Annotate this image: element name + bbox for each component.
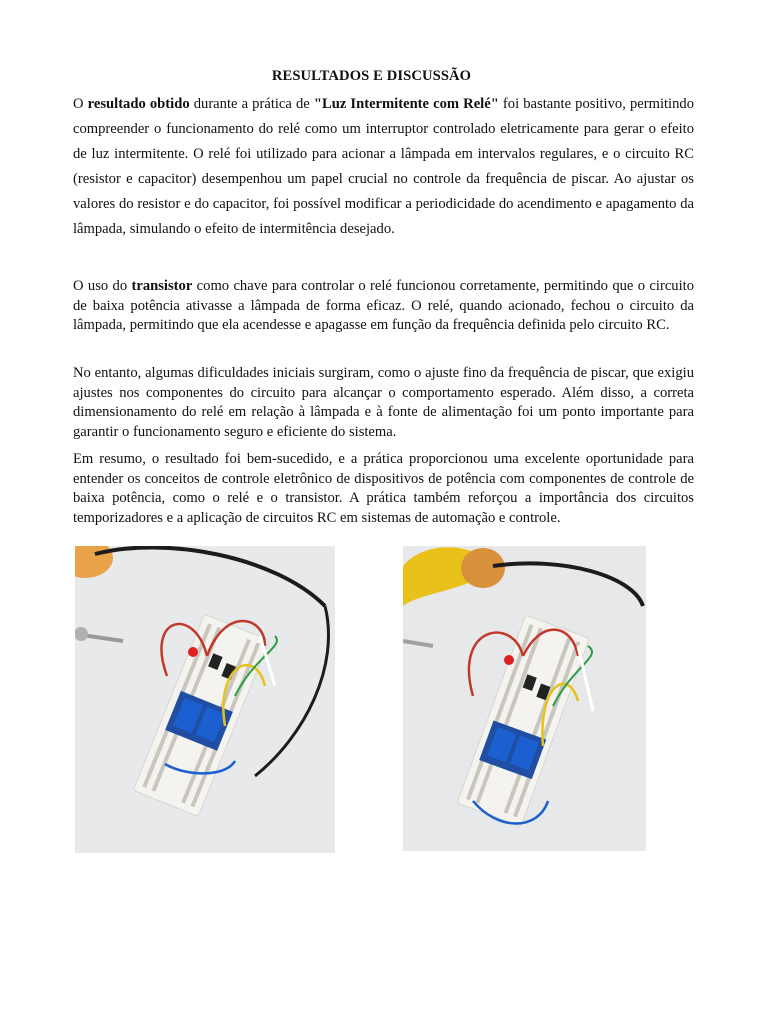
p2-seg-2: como chave para controlar o relé funcionou corretamente, permitindo que o circuito de baixa potência ativasse a lâmpada de forma eficaz. O relé, quando acionado, fechou o circuito da lâmpada, permitindo que ela acendesse e apagasse em função da frequência definida pelo circuito RC. (73, 278, 694, 334)
paragraph-3 (73, 364, 694, 442)
paragraph-1 (73, 92, 694, 242)
p1-bold-resultado: resultado obtido (87, 96, 190, 112)
circuit-photo-left (75, 546, 335, 853)
paragraph-2 (73, 277, 694, 336)
p1-seg-4: foi bastante positivo, permitindo compreender o funcionamento do relé como um interruptor controlado eletricamente para gerar o efeito de luz intermitente. O relé foi utilizado para acionar a lâmpada em intervalos regulares, e o circuito RC (resistor e capacitor) desempenhou um papel crucial no controle da frequência de piscar. Ao ajustar os valores do resistor e do capacitor, foi possível modificar a periodicidade do acendimento e apagamento da lâmpada, simulando o efeito de intermitência desejado. (73, 96, 694, 237)
paragraph-4 (73, 450, 694, 528)
p4-seg-0: Em resumo, o resultado foi bem-sucedido, e a prática proporcionou uma excelente oportunidade para entender os conceitos de controle eletrônico de dispositivos de potência com componentes de controle de baixa potência, como o relé e o transistor. A prática também reforçou a importância dos circuitos temporizadores e a aplicação de circuitos RC em sistemas de automação e controle. (73, 451, 694, 526)
circuit-photo-right-illustration (403, 546, 646, 851)
section-title: RESULTADOS E DISCUSSÃO (271, 68, 472, 84)
p1-seg-2: durante a prática de (189, 96, 314, 112)
p1-bold-title-quote: "Luz Intermitente com Relé" (313, 96, 499, 112)
p1-seg-0: O (73, 96, 88, 112)
p2-bold-transistor: transistor (131, 278, 193, 294)
circuit-photo-left-illustration (75, 546, 335, 853)
circuit-photo-right (403, 546, 646, 851)
p3-seg-0: No entanto, algumas dificuldades iniciais surgiram, como o ajuste fino da frequência de piscar, que exigiu ajustes nos componentes do circuito para alcançar o comportamento esperado. Além disso, a correta dimensionamento do relé em relação à lâmpada e à fonte de alimentação foi um ponto importante para garantir o funcionamento seguro e eficiente do sistema. (73, 365, 694, 440)
p2-seg-0: O uso do (73, 278, 132, 294)
